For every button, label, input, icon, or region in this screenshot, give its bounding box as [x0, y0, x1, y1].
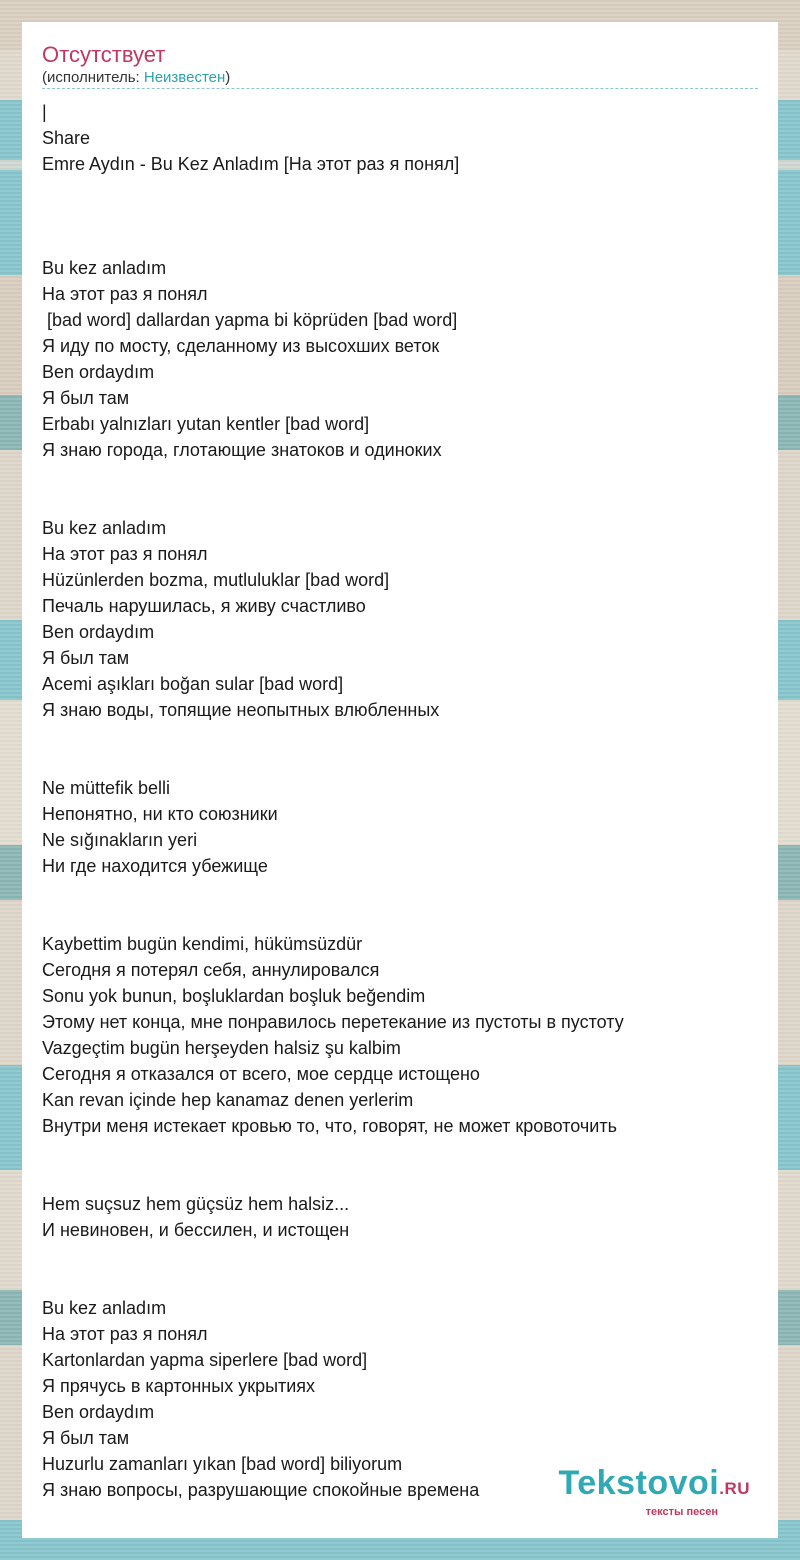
lyrics-line: Я иду по мосту, сделанному из высохших веток — [42, 336, 440, 356]
lyrics-blank-line — [42, 1139, 758, 1165]
lyrics-line: Сегодня я потерял себя, аннулировался — [42, 960, 380, 980]
lyrics-line: Vazgeçtim bugün herşeyden halsiz şu kalbim — [42, 1038, 401, 1058]
lyrics-line: Hüzünlerden bozma, mutluluklar [bad word] — [42, 570, 390, 590]
lyrics-line: [bad word] dallardan yapma bi köprüden [bad word] — [42, 310, 458, 330]
logo-tld: .RU — [719, 1479, 750, 1498]
lyrics-block — [42, 99, 758, 1503]
lyrics-line: Я знаю города, глотающие знатоков и одиноких — [42, 440, 442, 460]
lyrics-blank-line — [42, 463, 758, 489]
header-divider — [42, 88, 758, 89]
content-panel — [22, 22, 778, 1538]
logo-wordmark — [559, 1466, 750, 1506]
lyrics-line: Ben ordaydım — [42, 1402, 155, 1422]
lyrics-line: Emre Aydın - Bu Kez Anladım [На этот раз я понял] — [42, 154, 460, 174]
lyrics-blank-line — [42, 1269, 758, 1295]
lyrics-line: На этот раз я понял — [42, 544, 208, 564]
lyrics-line: На этот раз я понял — [42, 284, 208, 304]
lyrics-line: Непонятно, ни кто союзники — [42, 804, 278, 824]
lyrics-line: Печаль нарушилась, я живу счастливо — [42, 596, 366, 616]
lyrics-blank-line — [42, 203, 758, 229]
lyrics-blank-line — [42, 177, 758, 203]
lyrics-line: Share — [42, 128, 91, 148]
lyrics-line: Bu kez anladım — [42, 258, 167, 278]
lyrics-line: И невиновен, и бессилен, и истощен — [42, 1220, 350, 1240]
performer-suffix: ) — [225, 69, 231, 86]
lyrics-blank-line — [42, 905, 758, 931]
logo-tagline: тексты песен — [645, 1506, 718, 1518]
lyrics-line: Внутри меня истекает кровью то, что, говорят, не может кровоточить — [42, 1116, 617, 1136]
lyrics-line: Я знаю воды, топящие неопытных влюбленных — [42, 700, 440, 720]
lyrics-line: Сегодня я отказался от всего, мое сердце истощено — [42, 1064, 480, 1084]
lyrics-line: Acemi aşıkları boğan sular [bad word] — [42, 674, 344, 694]
lyrics-line: Hem suçsuz hem güçsüz hem halsiz... — [42, 1194, 350, 1214]
lyrics-blank-line — [42, 1165, 758, 1191]
lyrics-blank-line — [42, 723, 758, 749]
lyrics-line: На этот раз я понял — [42, 1324, 208, 1344]
lyrics-line: Я знаю вопросы, разрушающие спокойные времена — [42, 1480, 480, 1500]
lyrics-line: Kaybettim bugün kendimi, hükümsüzdür — [42, 934, 363, 954]
lyrics-blank-line — [42, 1243, 758, 1269]
lyrics-line: Я был там — [42, 1428, 130, 1448]
lyrics-line: Ben ordaydım — [42, 622, 155, 642]
site-logo[interactable] — [559, 1466, 750, 1518]
lyrics-line: Ne müttefik belli — [42, 778, 171, 798]
performer-prefix: (исполнитель: — [42, 69, 144, 86]
lyrics-line: Bu kez anladım — [42, 1298, 167, 1318]
logo-main-text: Tekstovoi — [558, 1464, 720, 1502]
lyrics-line: Ben ordaydım — [42, 362, 155, 382]
lyrics-line: | — [42, 102, 47, 122]
lyrics-line: Ни где находится убежище — [42, 856, 268, 876]
lyrics-line: Ne sığınakların yeri — [42, 830, 198, 850]
lyrics-line: Этому нет конца, мне понравилось перетекание из пустоты в пустоту — [42, 1012, 624, 1032]
lyrics-line: Я был там — [42, 648, 130, 668]
lyrics-blank-line — [42, 879, 758, 905]
lyrics-line: Я прячусь в картонных укрытиях — [42, 1376, 316, 1396]
lyrics-blank-line — [42, 749, 758, 775]
lyrics-line: Sonu yok bunun, boşluklardan boşluk beğendim — [42, 986, 426, 1006]
lyrics-line: Kan revan içinde hep kanamaz denen yerlerim — [42, 1090, 414, 1110]
lyrics-blank-line — [42, 229, 758, 255]
performer-line — [42, 69, 758, 87]
lyrics-line: Я был там — [42, 388, 130, 408]
lyrics-line: Huzurlu zamanları yıkan [bad word] biliyorum — [42, 1454, 403, 1474]
lyrics-line: Kartonlardan yapma siperlere [bad word] — [42, 1350, 368, 1370]
lyrics-blank-line — [42, 489, 758, 515]
lyrics-line: Bu kez anladım — [42, 518, 167, 538]
lyrics-line: Erbabı yalnızları yutan kentler [bad word] — [42, 414, 370, 434]
performer-link[interactable]: Неизвестен — [143, 69, 226, 86]
song-title: Отсутствует — [42, 42, 166, 67]
